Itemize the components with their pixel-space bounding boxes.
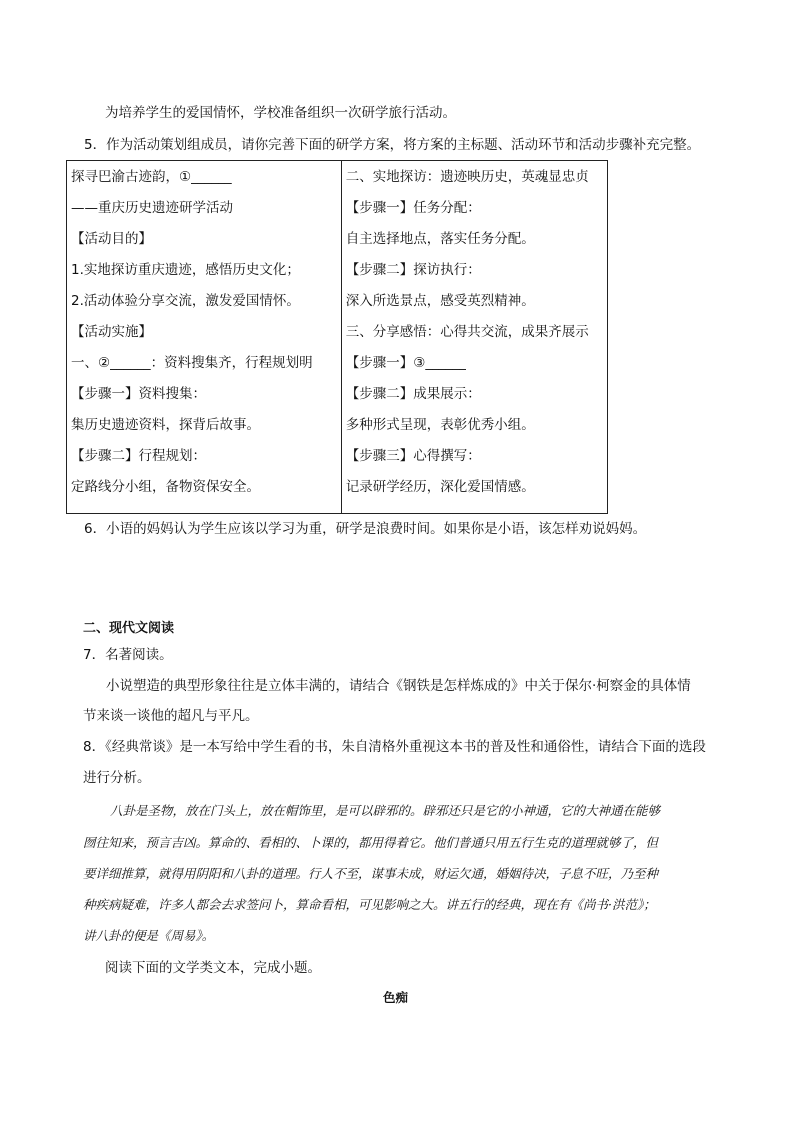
plan-right-line: 二、实地探访：遗迹映历史，英魂显忠贞 — [345, 169, 589, 185]
plan-right-line: 自主选择地点，落实任务分配。 — [345, 231, 535, 247]
plan-left-line: 【步骤一】资料搜集： — [71, 386, 206, 402]
plan-right-line: 记录研学经历，深化爱国情感。 — [345, 479, 535, 495]
plan-left-line: 一、②______：资料搜集齐，行程规划明 — [71, 355, 313, 371]
question-8: 进行分析。 — [83, 770, 151, 786]
plan-right-line: 【步骤二】探访执行： — [345, 262, 481, 278]
plan-right-line: 【步骤三】心得撰写： — [345, 448, 481, 464]
excerpt-line: 讲八卦的便是《周易》。 — [83, 928, 215, 943]
excerpt-line: 种疾病疑难，许多人都会去求签问卜，算命看相，可见影响之大。讲五行的经典，现在有《尚书·洪范》； — [83, 897, 656, 912]
question-7: 7．名著阅读。 — [83, 647, 173, 663]
plan-left-column — [67, 161, 342, 514]
question-7-body: 节来谈一谈他的超凡与平凡。 — [83, 708, 259, 724]
plan-right-line: 【步骤二】成果展示： — [345, 386, 481, 402]
plan-left-line: 探寻巴渝古迹韵，①______ — [71, 169, 232, 185]
plan-left-line: 【活动实施】 — [71, 324, 152, 340]
plan-right-column — [341, 161, 607, 514]
story-title: 色痴 — [383, 990, 409, 1005]
reading-prompt: 阅读下面的文学类文本，完成小题。 — [105, 960, 321, 976]
intro-text: 为培养学生的爱国情怀，学校准备组织一次研学旅行活动。 — [105, 105, 456, 121]
plan-right-line: 三、分享感悟：心得共交流，成果齐展示 — [345, 324, 589, 340]
plan-left-line: 【步骤二】行程规划： — [71, 448, 206, 464]
plan-left-line: ——重庆历史遗迹研学活动 — [71, 200, 233, 216]
plan-left-line: 2.活动体验分享交流，激发爱国情怀。 — [71, 293, 300, 309]
plan-left-line: 1.实地探访重庆遗迹，感悟历史文化； — [71, 262, 300, 278]
question-7-body: 小说塑造的典型形象往往是立体丰满的，请结合《钢铁是怎样炼成的》中关于保尔·柯察金的具体情 — [106, 678, 691, 694]
question-5: 5．作为活动策划组成员，请你完善下面的研学方案，将方案的主标题、活动环节和活动步骤补充完整。 — [84, 137, 701, 153]
plan-left-line: 【活动目的】 — [71, 231, 152, 247]
excerpt-line: 八卦是圣物，放在门头上，放在帽饰里，是可以辟邪的。辟邪还只是它的小神通，它的大神通在能够 — [110, 803, 661, 818]
plan-left-line: 集历史遗迹资料，探背后故事。 — [71, 417, 260, 433]
plan-table — [66, 160, 608, 514]
plan-right-line: 多种形式呈现，表彰优秀小组。 — [345, 417, 535, 433]
excerpt-line: 囫往知来，预言吉凶。算命的、看相的、卜课的，都用得着它。他们普通只用五行生克的道理就够了，但 — [83, 835, 659, 850]
section-heading: 二、现代文阅读 — [83, 621, 175, 636]
plan-right-line: 深入所选景点，感受英烈精神。 — [345, 293, 535, 309]
excerpt-line: 要详细推算，就得用阴阳和八卦的道理。行人不至，谋事未成，财运欠通，婚姻待决，子息不旺，乃至种 — [83, 866, 659, 881]
plan-right-line: 【步骤一】任务分配： — [345, 200, 481, 216]
question-8: 8．《经典常谈》是一本写给中学生看的书，朱自清格外重视这本书的普及性和通俗性，请结合下面的选段 — [83, 739, 706, 755]
question-6: 6．小语的妈妈认为学生应该以学习为重，研学是浪费时间。如果你是小语，该怎样劝说妈妈。 — [84, 521, 647, 537]
plan-left-line: 定路线分小组，备物资保安全。 — [71, 479, 260, 495]
plan-right-line: 【步骤一】③______ — [345, 355, 466, 371]
